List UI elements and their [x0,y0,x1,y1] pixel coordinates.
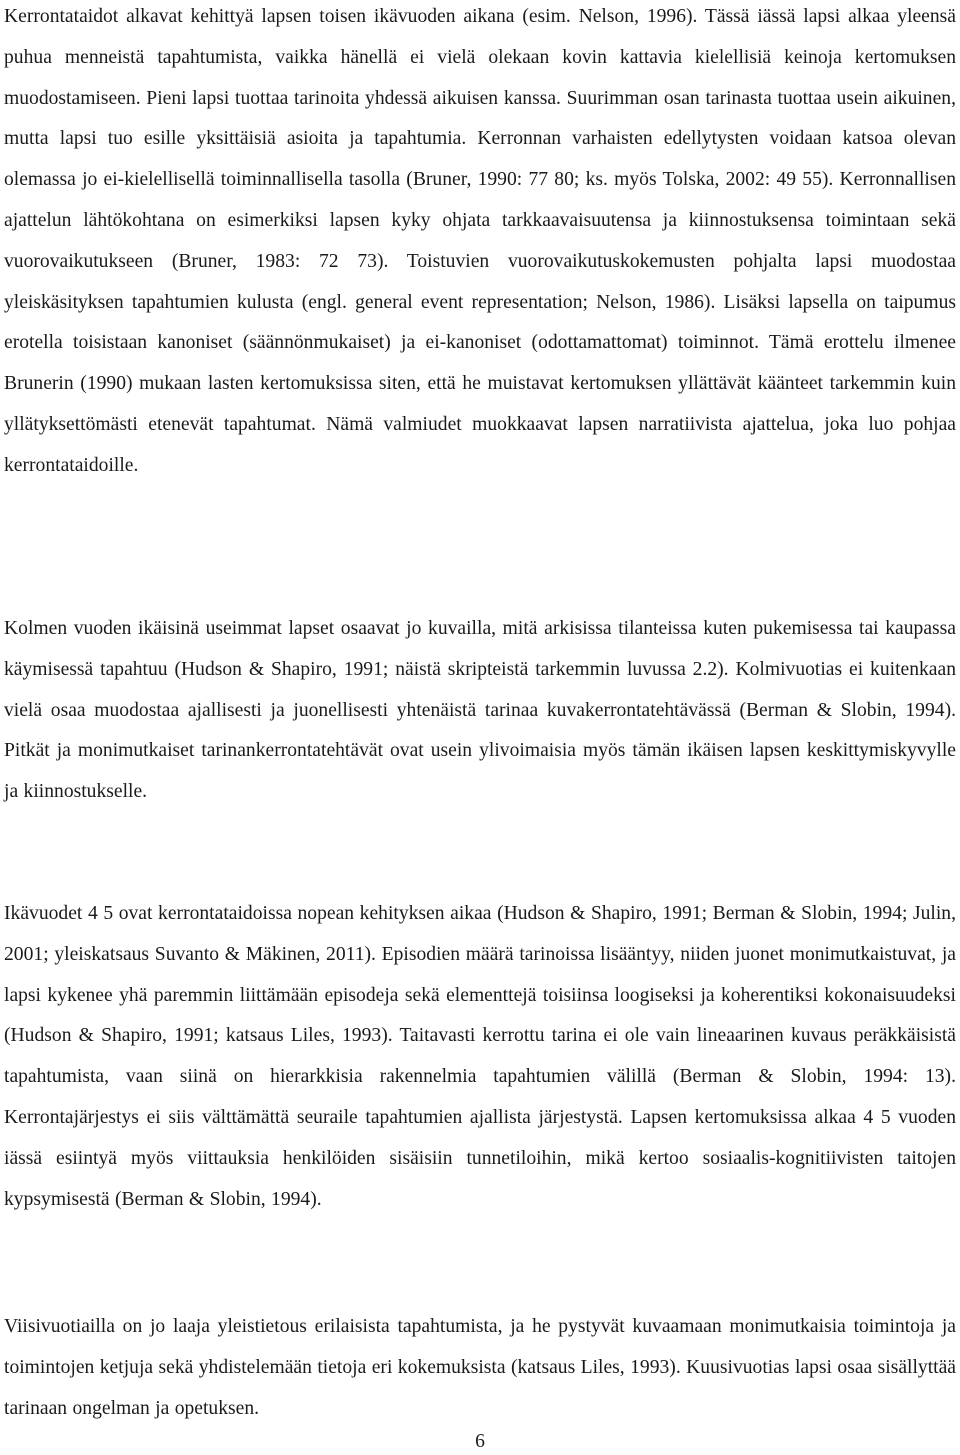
paragraph-4: Viisivuotiailla on jo laaja yleistietous erilaisista tapahtumista, ja he pystyvät kuvaamaan monimutkaisia toimintoja ja toimintojen ketjuja sekä yhdistelemään tietoja eri kokemuksista (katsaus Liles, 1993). Kuusivuotias lapsi osaa sisällyttää tarinaan ongelman ja opetuksen. [4,1316,956,1419]
page-number: 6 [475,1431,485,1452]
paragraph-2: Kolmen vuoden ikäisinä useimmat lapset osaavat jo kuvailla, mitä arkisissa tilanteissa kuten pukemisessa tai kaupassa käymisessä tapahtuu (Hudson & Shapiro, 1991; näistä skripteistä tarkemmin luvussa 2.2). Kolmivuotias ei kuitenkaan vielä osaa muodostaa ajallisesti ja juonellisesti yhtenäistä tarinaa kuvakerrontatehtävässä (Berman & Slobin, 1994). Pitkät ja monimutkaiset tarinankerrontatehtävät ovat usein ylivoimaisia myös tämän ikäisen lapsen keskittymiskyvylle ja kiinnostukselle. [4,618,956,803]
paragraph-3: Ikävuodet 4 5 ovat kerrontataidoissa nopean kehityksen aikaa (Hudson & Shapiro, 1991; Berman & Slobin, 1994; Julin, 2001; yleiskatsaus Suvanto & Mäkinen, 2011). Episodien määrä tarinoissa lisääntyy, niiden juonet monimutkaistuvat, ja lapsi kykenee yhä paremmin liittämään episodeja sekä elementtejä toisiinsa loogiseksi ja koherentiksi kokonaisuudeksi (Hudson & Shapiro, 1991; katsaus Liles, 1993). Taitavasti kerrottu tarina ei ole vain lineaarinen kuvaus peräkkäisistä tapahtumista, vaan siinä on hierarkkisia rakennelmia tapahtumien välillä (Berman & Slobin, 1994: 13). Kerrontajärjestys ei siis välttämättä seuraile tapahtumien ajallista järjestystä. Lapsen kertomuksissa alkaa 4 5 vuoden iässä esiintyä myös viittauksia henkilöiden sisäisiin tunnetiloihin, mikä kertoo sosiaalis-kognitiivisten taitojen kypsymisestä (Berman & Slobin, 1994). [4,903,956,1210]
paragraph-1: Kerrontataidot alkavat kehittyä lapsen toisen ikävuoden aikana (esim. Nelson, 1996). Tässä iässä lapsi alkaa yleensä puhua menneistä tapahtumista, vaikka hänellä ei vielä olekaan kovin kattavia kielellisiä keinoja kertomuksen muodostamiseen. Pieni lapsi tuottaa tarinoita yhdessä aikuisen kanssa. Suurimman osan tarinasta tuottaa usein aikuinen, mutta lapsi tuo esille yksittäisiä asioita ja tapahtumia. Kerronnan varhaisten edellytysten voidaan katsoa olevan olemassa jo ei-kielellisellä toiminnallisella tasolla (Bruner, 1990: 77 80; ks. myös Tolska, 2002: 49 55). Kerronnallisen ajattelun lähtökohtana on esimerkiksi lapsen kyky ohjata tarkkaavaisuutensa ja kiinnostuksensa toimintaan sekä vuorovaikutukseen (Bruner, 1983: 72 73). Toistuvien vuorovaikutuskokemusten pohjalta lapsi muodostaa yleiskäsityksen tapahtumien kulusta (engl. general event representation; Nelson, 1986). Lisäksi lapsella on taipumus erotella toisistaan kanoniset (säännönmukaiset) ja ei-kanoniset (odottamattomat) toiminnot. Tämä erottelu ilmenee Brunerin (1990) mukaan lasten kertomuksissa siten, että he muistavat kertomuksen yllättävät käänteet tarkemmin kuin yllätyksettömästi etenevät tapahtumat. Nämä valmiudet muokkaavat lapsen narratiivista ajattelua, joka luo pohjaa kerrontataidoille. [4,6,956,476]
